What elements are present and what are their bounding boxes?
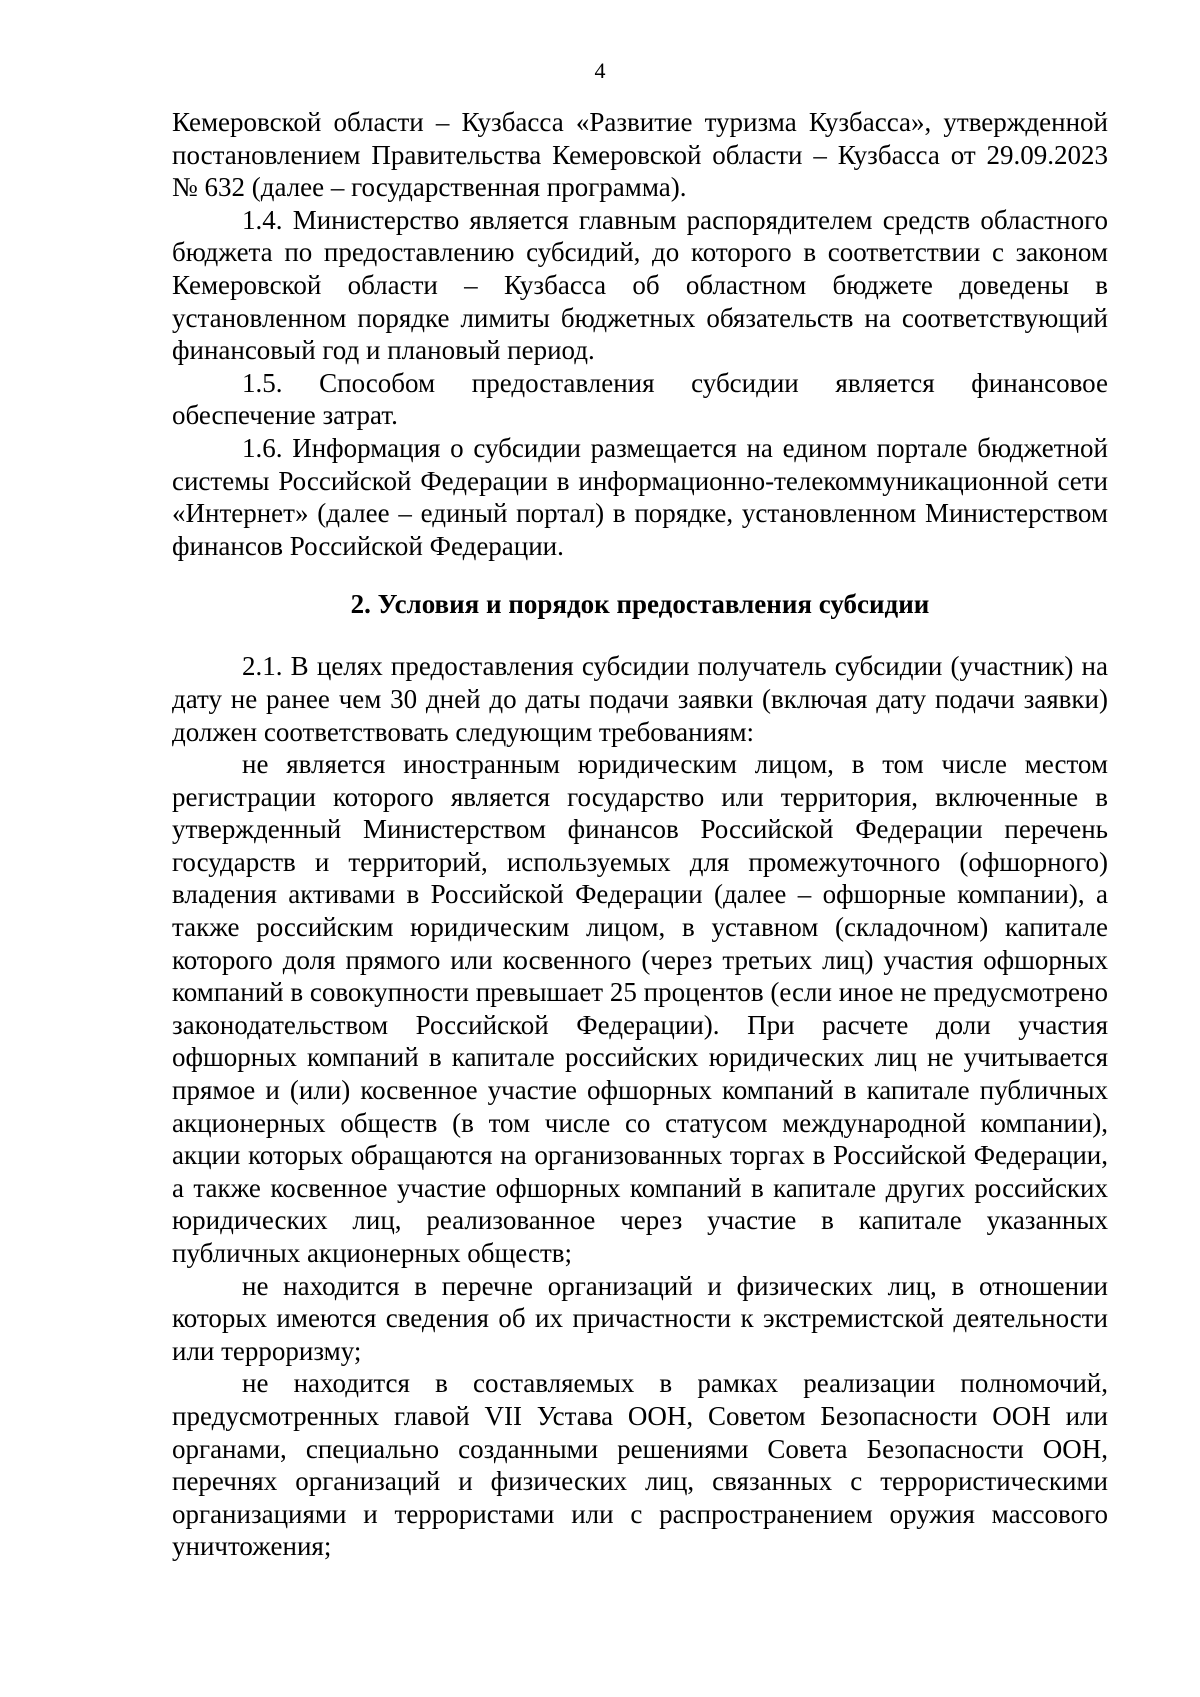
paragraph-requirement-offshore: не является иностранным юридическим лицом, в том числе местом регистрации которого является государство или территория, включенные в утвержденный Министерством финансов Российской Федерации перечень государств и территорий, используемых для промежуточного (офшорного) владения активами в Российской Федерации (далее – офшорные компании), а также российским юридическим лицом, в уставном (складочном) капитале которого доля прямого или косвенного (через третьих лиц) участия офшорных компаний в совокупности превышает 25 процентов (если иное не предусмотрено законодательством Российской Федерации). При расчете доли участия офшорных компаний в капитале российских юридических лиц не учитывается прямое и (или) косвенное участие офшорных компаний в капитале публичных акционерных обществ (в том числе со статусом международной компании), акции которых обращаются на организованных торгах в Российской Федерации, а также косвенное участие офшорных компаний в капитале других российских юридических лиц, реализованное через участие в капитале указанных публичных акционерных обществ; <box>172 749 1108 1268</box>
paragraph-1-6: 1.6. Информация о субсидии размещается на едином портале бюджетной системы Российской Федерации в информационно-телекоммуникационной сети «Интернет» (далее – единый портал) в порядке, установленном Министерством финансов Российской Федерации. <box>172 432 1108 561</box>
paragraph-2-1: 2.1. В целях предоставления субсидии получатель субсидии (участник) на дату не ранее чем 30 дней до даты подачи заявки (включая дату подачи заявки) должен соответствовать следующим требованиям: <box>172 651 1108 747</box>
page-number: 4 <box>594 58 606 83</box>
paragraph-1-5: 1.5. Способом предоставления субсидии является финансовое обеспечение затрат. <box>172 367 1108 431</box>
document-body <box>172 106 1108 1563</box>
paragraph-continuation: Кемеровской области – Кузбасса «Развитие туризма Кузбасса», утвержденной постановлением Правительства Кемеровской области – Кузбасса от 29.09.2023 № 632 (далее – государственная программа). <box>172 107 1108 203</box>
paragraph-requirement-un-lists: не находится в составляемых в рамках реализации полномочий, предусмотренных главой VII Устава ООН, Советом Безопасности ООН или органами, специально созданными решениями Совета Безопасности ООН, перечнях организаций и физических лиц, связанных с террористическими организациями и террористами или с распространением оружия массового уничтожения; <box>172 1368 1108 1562</box>
section-heading: 2. Условия и порядок предоставления субсидии <box>350 589 930 620</box>
paragraph-1-4: 1.4. Министерство является главным распорядителем средств областного бюджета по предоставлению субсидий, до которого в соответствии с законом Кемеровской области – Кузбасса об областном бюджете доведены в установленном порядке лимиты бюджетных обязательств на соответствующий финансовый год и плановый период. <box>172 204 1108 366</box>
paragraph-requirement-extremism: не находится в перечне организаций и физических лиц, в отношении которых имеются сведения об их причастности к экстремистской деятельности или терроризму; <box>172 1270 1108 1366</box>
